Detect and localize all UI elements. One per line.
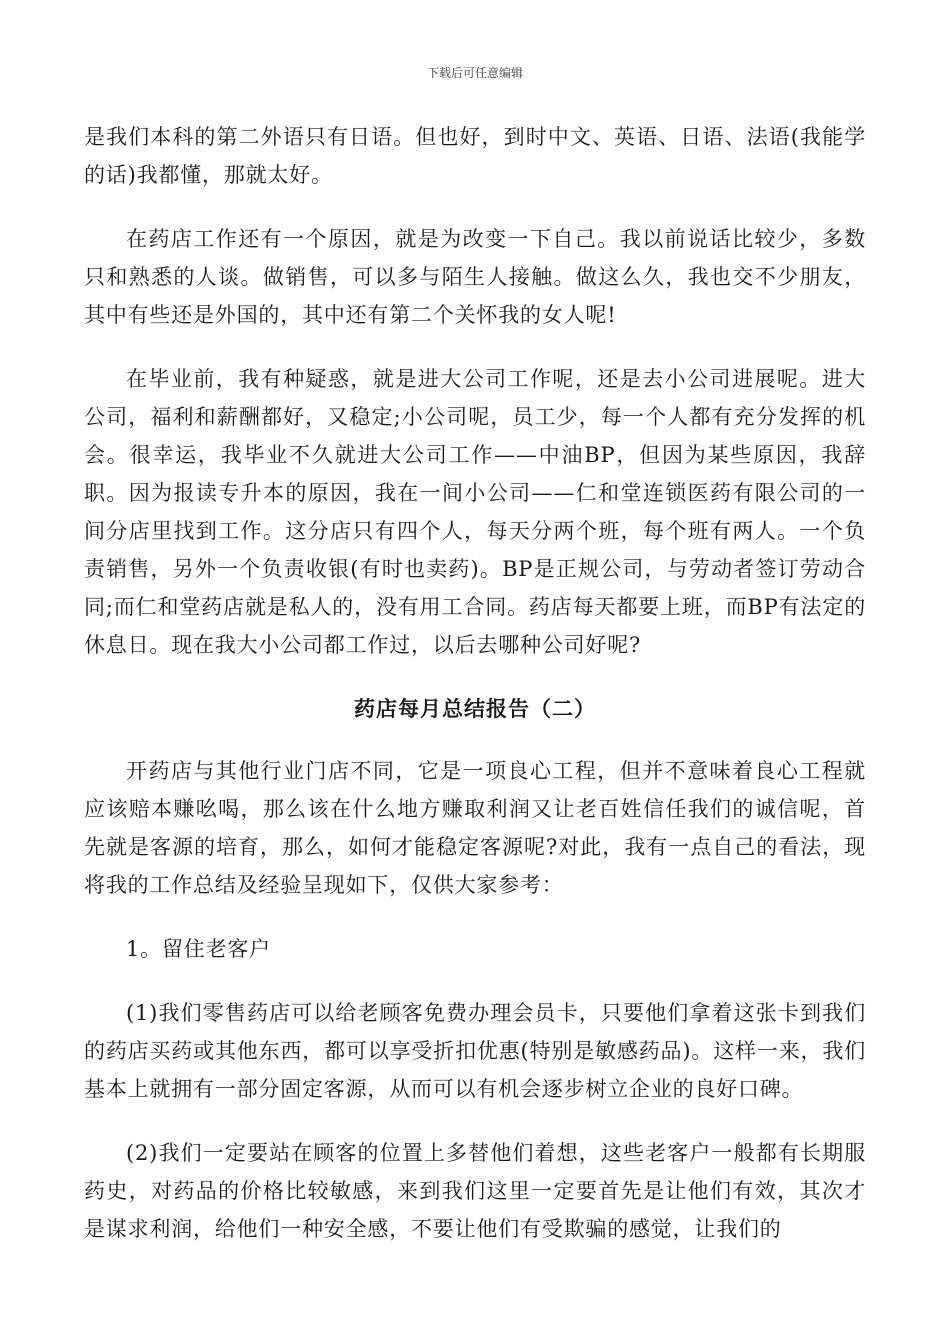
list-heading: 1。留住老客户 [126, 937, 271, 961]
paragraph: (1)我们零售药店可以给老顾客免费办理会员卡，只要他们拿着这张卡到我们的药店买药或其他东西，都可以享受折扣优惠(特别是敏感药品)。这样一来，我们基本上就拥有一部分固定客源，从而可以有机会逐步树立企业的良好口碑。 [84, 1001, 866, 1101]
paragraph: 开药店与其他行业门店不同，它是一项良心工程，但并不意味着良心工程就应该赔本赚吆喝，那么该在什么地方赚取利润又让老百姓信任我们的诚信呢，首先就是客源的培育，那么，如何才能稳定客源呢?对此，我有一点自己的看法，现将我的工作总结及经验呈现如下，仅供大家参考： [84, 759, 866, 897]
section-title: 药店每月总结报告（二） [354, 696, 596, 721]
paragraph: 是我们本科的第二外语只有日语。但也好，到时中文、英语、日语、法语(我能学的话)我都懂，那就太好。 [84, 125, 866, 187]
page-header: 下载后可任意编辑 [426, 66, 523, 80]
document-body [84, 118, 866, 1274]
paragraph: 在药店工作还有一个原因，就是为改变一下自己。我以前说话比较少，多数只和熟悉的人谈。做销售，可以多与陌生人接触。做这么久，我也交不少朋友，其中有些还是外国的，其中还有第二个关怀我的女人呢! [84, 227, 866, 327]
paragraph: (2)我们一定要站在顾客的位置上多替他们着想，这些老客户一般都有长期服药史，对药品的价格比较敏感，来到我们这里一定要首先是让他们有效，其次才是谋求利润，给他们一种安全感，不要让他们有受欺骗的感觉，让我们的 [84, 1141, 866, 1241]
paragraph: 在毕业前，我有种疑惑，就是进大公司工作呢，还是去小公司进展呢。进大公司，福利和薪酬都好，又稳定;小公司呢，员工少，每一个人都有充分发挥的机会。很幸运，我毕业不久就进大公司工作——中油BP，但因为某些原因，我辞职。因为报读专升本的原因，我在一间小公司——仁和堂连锁医药有限公司的一间分店里找到工作。这分店只有四个人，每天分两个班，每个班有两人。一个负责销售，另外一个负责收银(有时也卖药)。BP是正规公司，与劳动者签订劳动合同;而仁和堂药店就是私人的，没有用工合同。药店每天都要上班，而BP有法定的休息日。现在我大小公司都工作过，以后去哪种公司好呢? [84, 367, 866, 657]
